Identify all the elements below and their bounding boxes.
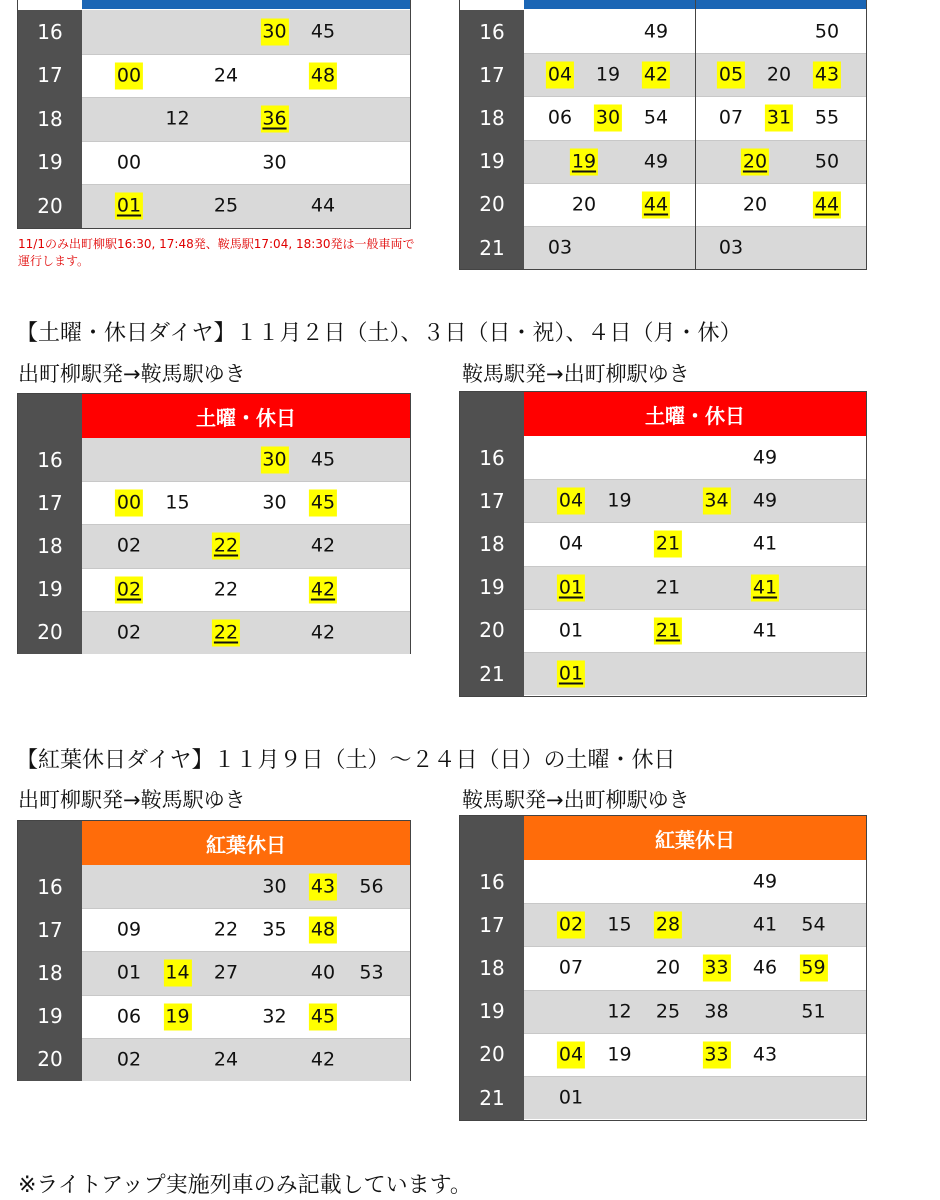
table-row <box>18 524 410 567</box>
departure-minute: 45 <box>310 448 336 471</box>
departure-minute: 43 <box>309 873 337 900</box>
table-row <box>18 908 410 951</box>
departure-minute: 55 <box>814 106 840 129</box>
table-row <box>18 611 410 654</box>
departure-minute: 48 <box>309 917 337 944</box>
weekend-route-left: 出町柳駅発→鞍馬駅ゆき <box>18 362 246 386</box>
minute-cells <box>524 566 866 609</box>
departure-minute: 40 <box>310 961 336 984</box>
minute-cells <box>82 611 410 654</box>
departure-minute: 01 <box>116 961 142 984</box>
hour-label: 18 <box>460 96 524 139</box>
departure-minute: 33 <box>702 1041 730 1068</box>
departure-minute: 22 <box>213 918 239 941</box>
departure-minute: 50 <box>814 20 840 43</box>
departure-minute: 30 <box>260 18 288 45</box>
departure-minute: 20 <box>766 63 792 86</box>
departure-minute: 07 <box>718 106 744 129</box>
departure-minute: 42 <box>642 62 670 89</box>
hour-label: 17 <box>460 903 524 946</box>
hour-label: 16 <box>460 436 524 479</box>
weekend-header: 土曜・休日 <box>524 392 866 436</box>
departure-minute: 25 <box>655 1000 681 1023</box>
departure-minute: 03 <box>718 236 744 259</box>
table-row <box>18 184 410 228</box>
departure-minute: 45 <box>309 1003 337 1030</box>
departure-minute: 01 <box>557 574 585 601</box>
departure-minute: 30 <box>262 491 287 514</box>
departure-minute: 25 <box>213 194 239 217</box>
hour-label: 17 <box>18 908 82 951</box>
table-row <box>460 609 866 652</box>
departure-minute: 27 <box>213 961 239 984</box>
hour-label: 16 <box>18 438 82 481</box>
departure-minute: 20 <box>741 148 769 175</box>
departure-minute: 04 <box>558 532 584 555</box>
table-row <box>460 479 866 522</box>
departure-minute: 07 <box>558 956 584 979</box>
departure-minute: 14 <box>163 960 191 987</box>
weekend-left-timetable <box>17 393 411 654</box>
departure-minute: 48 <box>309 62 337 89</box>
minute-cells <box>524 479 866 522</box>
departure-minute: 49 <box>643 20 669 43</box>
minute-cells <box>82 908 410 951</box>
table-row <box>18 865 410 908</box>
departure-minute: 34 <box>702 488 730 515</box>
hour-label: 17 <box>18 481 82 524</box>
departure-minute: 09 <box>116 918 142 941</box>
departure-minute: 35 <box>262 918 287 941</box>
departure-minute: 22 <box>213 578 239 601</box>
hour-label: 16 <box>460 10 524 53</box>
departure-minute: 20 <box>571 193 597 216</box>
footnote: ※ライトアップ実施列車のみ記載しています。 <box>18 1173 472 1198</box>
hour-label: 16 <box>460 860 524 903</box>
hour-label: 19 <box>18 141 82 185</box>
hour-label: 18 <box>18 97 82 141</box>
minute-cells <box>524 522 866 565</box>
departure-minute: 21 <box>654 531 682 558</box>
table-row <box>18 568 410 611</box>
departure-minute: 59 <box>799 955 827 982</box>
departure-minute: 06 <box>116 1005 142 1028</box>
hour-label: 20 <box>460 183 524 226</box>
minute-cells <box>82 438 410 481</box>
departure-minute: 41 <box>751 574 779 601</box>
departure-minute: 46 <box>752 956 778 979</box>
minute-cells <box>82 995 410 1038</box>
minute-cells <box>524 990 866 1033</box>
departure-minute: 00 <box>116 151 142 174</box>
departure-minute: 02 <box>116 621 142 644</box>
table-row <box>460 566 866 609</box>
weekend-right-timetable <box>459 391 867 697</box>
departure-minute: 22 <box>212 619 240 646</box>
minute-cells <box>524 652 866 695</box>
table-row <box>18 141 410 185</box>
table-row <box>460 1076 866 1119</box>
departure-minute: 41 <box>752 913 778 936</box>
table-row <box>18 1038 410 1081</box>
departure-minute: 19 <box>607 489 632 512</box>
minute-cells <box>524 903 866 946</box>
table-row <box>18 10 410 54</box>
hour-label: 19 <box>460 566 524 609</box>
departure-minute: 19 <box>163 1003 191 1030</box>
hour-label: 16 <box>18 10 82 54</box>
departure-minute: 05 <box>717 62 745 89</box>
minute-cells <box>82 481 410 524</box>
departure-minute: 21 <box>654 617 682 644</box>
minute-cells <box>82 141 410 185</box>
departure-minute: 54 <box>801 913 826 936</box>
hour-label: 17 <box>460 53 524 96</box>
departure-minute: 42 <box>309 576 337 603</box>
table-row <box>460 522 866 565</box>
minute-cells <box>524 609 866 652</box>
minute-cells <box>82 97 410 141</box>
table-row <box>460 946 866 989</box>
table-header-strip <box>82 0 410 9</box>
departure-minute: 03 <box>547 236 573 259</box>
minute-cells <box>524 1033 866 1076</box>
table-row <box>18 481 410 524</box>
departure-minute: 19 <box>570 148 598 175</box>
departure-minute: 49 <box>752 489 778 512</box>
departure-minute: 06 <box>547 106 573 129</box>
hour-label: 18 <box>18 524 82 567</box>
departure-minute: 53 <box>359 961 384 984</box>
hour-label: 19 <box>18 568 82 611</box>
departure-minute: 20 <box>742 193 768 216</box>
departure-minute: 12 <box>165 107 190 130</box>
minute-cells <box>82 184 410 228</box>
minute-cells <box>524 1076 866 1119</box>
hour-label: 20 <box>18 184 82 228</box>
table-row <box>460 652 866 695</box>
minute-cells <box>524 946 866 989</box>
departure-minute: 28 <box>654 912 682 939</box>
departure-minute: 00 <box>115 62 143 89</box>
departure-minute: 41 <box>752 532 778 555</box>
departure-minute: 44 <box>642 191 670 218</box>
weekend-header: 土曜・休日 <box>82 394 410 438</box>
hour-label: 18 <box>460 522 524 565</box>
column-divider <box>695 0 696 269</box>
hour-label: 20 <box>460 1033 524 1076</box>
departure-minute: 15 <box>165 491 190 514</box>
departure-minute: 02 <box>115 576 143 603</box>
table-row <box>460 990 866 1033</box>
table-row <box>460 96 866 139</box>
hour-label: 21 <box>460 226 524 269</box>
autumn-right-timetable <box>459 815 867 1121</box>
departure-minute: 31 <box>765 105 793 132</box>
autumn-section-title: 【紅葉休日ダイヤ】１１月９日（土）～２４日（日）の土曜・休日 <box>16 748 676 773</box>
departure-minute: 20 <box>655 956 681 979</box>
departure-minute: 45 <box>310 20 336 43</box>
departure-minute: 02 <box>557 912 585 939</box>
departure-minute: 19 <box>595 63 621 86</box>
autumn-route-left: 出町柳駅発→鞍馬駅ゆき <box>18 788 246 812</box>
hour-label: 21 <box>460 652 524 695</box>
table-row <box>460 860 866 903</box>
departure-minute: 19 <box>607 1043 632 1066</box>
hour-label: 17 <box>18 54 82 98</box>
hour-label: 19 <box>460 990 524 1033</box>
minute-cells <box>82 524 410 567</box>
hour-label: 20 <box>18 1038 82 1081</box>
departure-minute: 49 <box>752 446 778 469</box>
table-row <box>460 53 866 96</box>
hour-label: 19 <box>18 995 82 1038</box>
departure-minute: 44 <box>310 194 336 217</box>
minute-cells <box>82 1038 410 1081</box>
hour-label: 17 <box>460 479 524 522</box>
table-row <box>460 1033 866 1076</box>
departure-minute: 41 <box>752 619 778 642</box>
departure-minute: 32 <box>262 1005 287 1028</box>
hour-label: 21 <box>460 1076 524 1119</box>
departure-minute: 49 <box>643 150 669 173</box>
departure-minute: 01 <box>558 619 584 642</box>
table-row <box>460 183 866 226</box>
departure-minute: 15 <box>607 913 632 936</box>
departure-minute: 43 <box>813 62 841 89</box>
minute-cells <box>82 54 410 98</box>
autumn-route-right: 鞍馬駅発→出町柳駅ゆき <box>462 788 690 812</box>
hour-label: 20 <box>18 611 82 654</box>
autumn-header: 紅葉休日 <box>82 821 410 865</box>
hour-label: 18 <box>460 946 524 989</box>
departure-minute: 04 <box>557 1041 585 1068</box>
hour-label: 16 <box>18 865 82 908</box>
table-row <box>460 226 866 269</box>
departure-minute: 24 <box>213 64 239 87</box>
departure-minute: 42 <box>310 534 336 557</box>
departure-minute: 01 <box>115 193 143 220</box>
weekend-section-title: 【土曜・休日ダイヤ】１１月２日（土）、３日（日・祝）、４日（月・休） <box>16 321 742 346</box>
departure-minute: 01 <box>558 1086 584 1109</box>
table-row <box>18 951 410 994</box>
departure-minute: 24 <box>213 1048 239 1071</box>
autumn-left-timetable <box>17 820 411 1081</box>
departure-minute: 30 <box>260 446 288 473</box>
table-row <box>460 903 866 946</box>
table-row <box>18 995 410 1038</box>
departure-minute: 02 <box>116 1048 142 1071</box>
departure-minute: 00 <box>115 490 143 517</box>
departure-minute: 30 <box>594 105 622 132</box>
minute-cells <box>82 865 410 908</box>
departure-minute: 36 <box>260 106 288 133</box>
minute-cells <box>524 436 866 479</box>
departure-minute: 30 <box>262 151 287 174</box>
table-row <box>18 97 410 141</box>
minute-cells <box>82 10 410 54</box>
departure-minute: 51 <box>801 1000 826 1023</box>
weekend-route-right: 鞍馬駅発→出町柳駅ゆき <box>462 362 690 386</box>
hour-label: 18 <box>18 951 82 994</box>
top-right-timetable <box>459 0 867 270</box>
departure-minute: 38 <box>704 1000 729 1023</box>
departure-minute: 42 <box>310 1048 336 1071</box>
departure-minute: 44 <box>813 191 841 218</box>
minute-cells <box>524 860 866 903</box>
table-row <box>18 438 410 481</box>
table-row <box>460 140 866 183</box>
departure-minute: 21 <box>655 576 681 599</box>
table-row <box>460 436 866 479</box>
top-left-timetable <box>17 0 411 229</box>
operation-note: 11/1のみ出町柳駅16:30, 17:48発、鞍馬駅17:04, 18:30発は一般車両で運行します。 <box>18 237 415 268</box>
departure-minute: 22 <box>212 533 240 560</box>
departure-minute: 33 <box>702 955 730 982</box>
table-row <box>460 10 866 53</box>
departure-minute: 01 <box>557 661 585 688</box>
departure-minute: 45 <box>309 490 337 517</box>
departure-minute: 43 <box>752 1043 778 1066</box>
hour-label: 19 <box>460 140 524 183</box>
departure-minute: 56 <box>359 875 384 898</box>
departure-minute: 04 <box>557 488 585 515</box>
departure-minute: 42 <box>310 621 336 644</box>
departure-minute: 30 <box>262 875 287 898</box>
departure-minute: 50 <box>814 150 840 173</box>
departure-minute: 12 <box>607 1000 632 1023</box>
minute-cells <box>82 951 410 994</box>
table-row <box>18 54 410 98</box>
minute-cells <box>82 568 410 611</box>
autumn-header: 紅葉休日 <box>524 816 866 860</box>
departure-minute: 49 <box>752 870 778 893</box>
hour-label: 20 <box>460 609 524 652</box>
departure-minute: 04 <box>546 62 574 89</box>
departure-minute: 54 <box>643 106 669 129</box>
departure-minute: 02 <box>116 534 142 557</box>
